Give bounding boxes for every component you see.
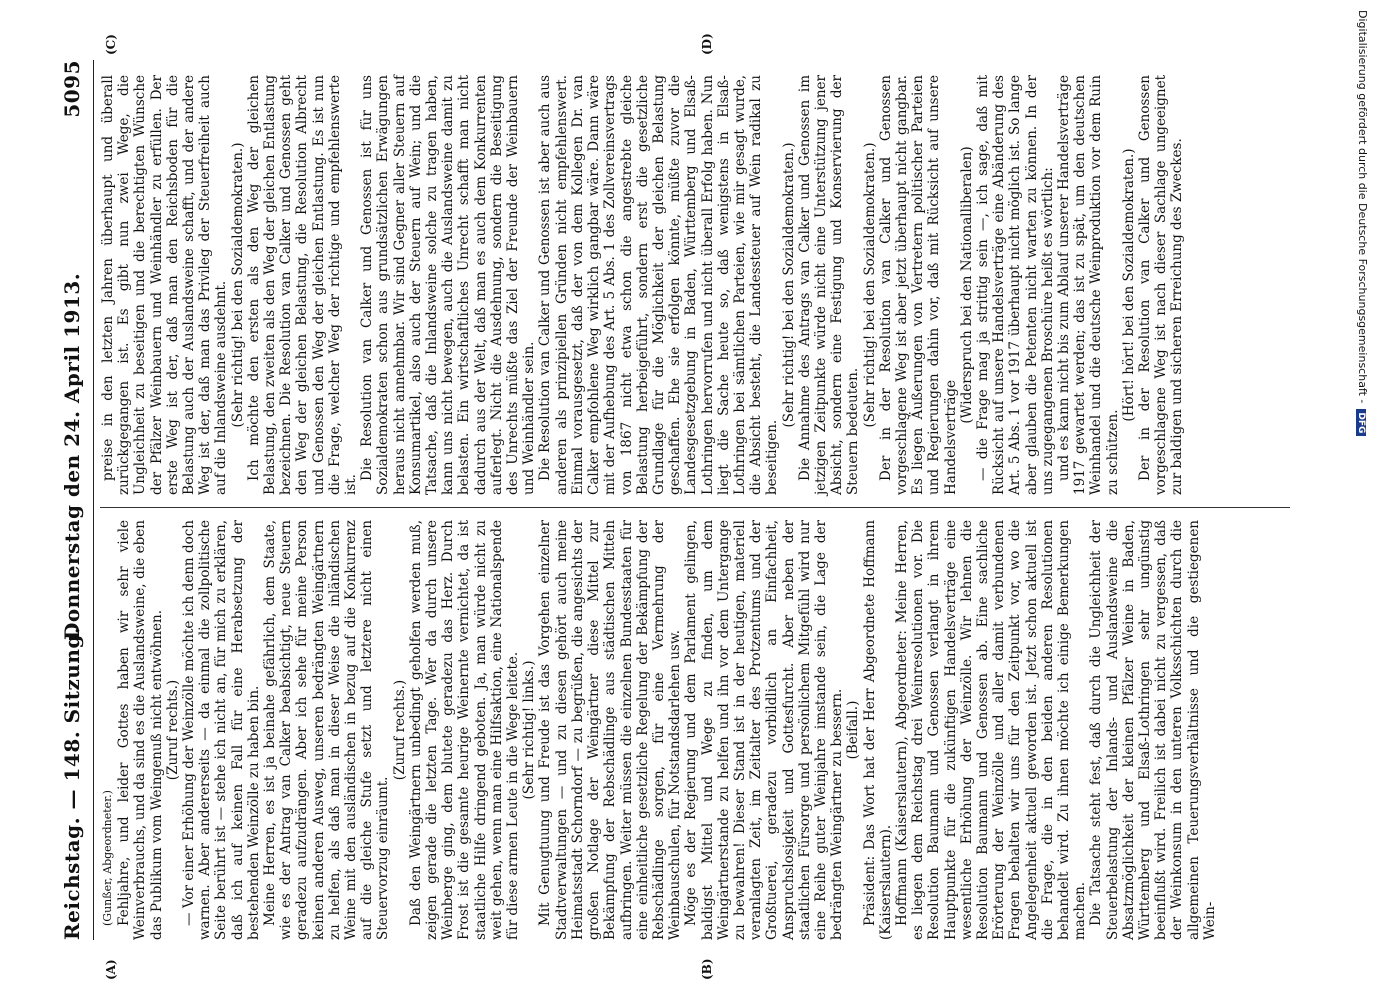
margin-mark-d: (D) (700, 33, 714, 55)
paragraph: Die Tatsache steht fest, daß durch die Ungleichheit der Steuerbelastung der Inlands- und Auslandsweine die Absatzmöglichkeit der kleinen Pfälzer Weine in Baden, Württemberg und Elsaß-Lothringen sehr ungünstig beeinflußt wird. Freilich ist dabei nicht zu vergessen, daß der Weinkonsum in den unteren Volksschichten durch die allgemeinen Teuerungsverhältnisse und die gestiegenen Wein- (1088, 520, 1218, 940)
document-page (0, 33, 1383, 980)
paragraph: Daß den Weingärtnern unbedingt geholfen werden muß, zeigen gerade die letzten Tage. Wer da durch unsere Weinberge ging, dem blutete geradezu das Herz. Durch Frost ist die gesamte heurige Weinernte vernichtet, da ist staatliche Hilfe dringend geboten. Ja, man würde nicht zu weit gehen, wenn man eine Hilfsaktion, eine Nationalspende für diese armen Leute in die Wege leitete. (407, 520, 522, 940)
paragraph: Meine Herren, es ist ja beinahe gefährlich, dem Staate, wie es der Antrag van Calker beabsichtigt, neue Steuern geradezu aufzudrängen. Aber ich sehe für meine Person keinen anderen Ausweg, unseren bedrängten Weingärtnern zu helfen, als daß man in dieser Weise die inländischen Weine mit den ausländischen in bezug auf die Konkurrenz auf die gleiche Stufe setzt und letztere nicht einen Steuervorzug einräumt. (262, 520, 392, 940)
paragraph: Der in der Resolution van Calker und Genossen vorgeschlagene Weg ist aber jetzt überhaupt nicht gangbar. Es liegen Äußerungen von Vertretern politischer Parteien und Regierungen dahin vor, daß mit Rücksicht auf unsere Handelsverträge (877, 75, 959, 495)
paragraph: Hoffmann (Kaiserslautern), Abgeordneter: Meine Herren, es liegen dem Reichstag drei Weinresolutionen vor. Die Resolution Baumann und Genossen verlangt in ihrem Hauptpunkte für die zukünftigen Handelsverträge eine wesentliche Erhöhung der Weinzölle. Wir lehnen die Resolution Baumann und Genossen ab. Eine sachliche Erörterung der Weinzölle und aller damit verbundenen Fragen behalten wir uns für den Zeitpunkt vor, wo die Angelegenheit aktuell geworden ist. Jetzt schon aktuell ist die Frage, die in den beiden anderen Resolutionen behandelt wird. Zu ihnen möchte ich einige Bemerkungen machen. (893, 520, 1089, 940)
paragraph: Ich möchte den ersten als den Weg der gleichen Belastung, den zweiten als den Weg der gleichen Entlastung bezeichnen. Die Resolution van Calker und Genossen geht den Weg der gleichen Belastung, die Resolution Albrecht und Genossen den Weg der gleichen Entlastung. Es ist nun die Frage, welcher Weg der richtige und empfehlenswerte ist. (245, 75, 360, 495)
paragraph: Fehljahre, und leider Gottes haben wir sehr viele Weinverbrauchs, und da sind es die Auslandsweine, die eben das Publikum vom Weingenuß nicht entwöhnen. (116, 520, 165, 940)
column-divider (100, 507, 1290, 508)
header-date: Donnerstag den 24. April 1913. (60, 272, 84, 640)
paragraph: (Gunßer, Abgeordneter.) (101, 790, 114, 926)
page-header (60, 60, 90, 940)
text-column-left (100, 520, 1218, 940)
margin-mark-b: (B) (700, 958, 714, 980)
paragraph: (Widerspruch bei den Nationalliberalen) (958, 146, 975, 424)
paragraph: und es kann nicht bis zum Ablauf unserer Handelsverträge 1917 gewartet werden; das ist zu spät, um den deutschen Weinhandel und die deutsche Weinproduktion vor dem Ruin zu schützen. (1055, 75, 1121, 495)
paragraph: Mit Genugtuung und Freude ist das Vorgehen einzelner Stadtverwaltungen — und zu diesen gehört auch meine Heimatsstadt Schorndorf — zu begrüßen, die angesichts der großen Notlage der Weingärtner diese Mittel zur Bekämpfung der Rebschädlinge aus städtischen Mitteln aufbringen. Weiter müssen die einzelnen Bundesstaaten für eine einheitliche gesetzliche Regelung der Bekämpfung der Rebschädlinge sorgen, für eine Vermehrung der Weinbauschulen, für Notstandsdarlehen usw. (537, 520, 684, 940)
paragraph: — die Frage mag ja strittig sein —, ich sage, daß mit Rücksicht auf unsere Handelsverträge eine Abänderung des Art. 5 Abs. 1 vor 1917 überhaupt nicht möglich ist. So lange aber glauben die Petenten nicht warten zu können. In der uns zugegangenen Broschüre heißt es wörtlich: (974, 75, 1056, 495)
paragraph: Der in der Resolution van Calker und Genossen vorgeschlagene Weg ist nach dieser Sachlage ungeeignet zur baldigen und sicheren Erreichung des Zweckes. (1137, 75, 1186, 495)
paragraph: (Hört! hört! bei den Sozialdemokraten.) (1120, 148, 1137, 422)
paragraph: (Sehr richtig! links.) (521, 660, 538, 800)
paragraph: (Zuruf rechts.) (164, 679, 181, 781)
paragraph: — Vor einer Erhöhung der Weinzölle möchte ich denn doch warnen. Aber andererseits — da einmal die zollpolitische Seite berührt ist — stehe ich nicht an, für mich zu erklären, daß ich auf keinen Fall für eine Herabsetzung der bestehenden Weinzölle zu haben bin. (181, 520, 262, 940)
paragraph: Die Resolution van Calker und Genossen ist aber auch aus anderen als prinzipiellen Gründen nicht empfehlenswert. Einmal vorausgesetzt, daß der von dem Kollegen Dr. van Calker empfohlene Weg wirklich gangbar wäre. Dann wäre mit der Aufhebung des Art. 5 Abs. 1 des Zollvereinsvertrags von 1867 nicht etwa schon die angestrebte gleiche Belastung herbeigeführt, sondern erst die gesetzliche Grundlage für die Möglichkeit der gleichen Belastung geschaffen. Ehe sie erfolgen könnte, müßte zuvor die Landesgesetzgebung in Baden, Württemberg und Elsaß-Lothringen hervorrufen und nicht überall Erfolg haben. Nun liegt die Sache heute so, daß wenigstens in Elsaß-Lothringen bei sämtlichen Parteien, wie mir gesagt wurde, die Absicht besteht, die Landessteuer auf Wein radikal zu beseitigen. (537, 75, 781, 495)
page-number: 5095 (60, 60, 84, 118)
paragraph: (Sehr richtig! bei den Sozialdemokraten.) (229, 142, 246, 428)
margin-mark-c: (C) (104, 34, 118, 55)
paragraph: Die Annahme des Antrags van Calker und Genossen im jetzigen Zeitpunkte würde nicht eine Unterstützung jener Absicht, sondern eine Festigung und Konservierung der Steuern bedeuten. (796, 75, 862, 495)
dfg-logo: DFG (1356, 409, 1366, 436)
paragraph: Die Resolution van Calker und Genossen ist für uns Sozialdemokraten schon aus grundsätzlichen Erwägungen heraus nicht annehmbar. Wir sind Gegner aller Steuern auf Konsumartikel, also auch der Steuern auf Wein; und die Tatsache, daß die Inlandsweine solche zu tragen haben, kann uns nicht bewegen, auch die Auslandsweine damit zu belasten. Ein wirtschaftliches Unrecht schafft man nicht dadurch aus der Welt, daß man es auch dem Konkurrenten auferlegt. Nicht die Ausdehnung, sondern die Beseitigung des Unrechts müßte das Ziel der Freunde der Weinbauern und Weinhändler sein. (359, 75, 538, 495)
paragraph: Möge es der Regierung und dem Parlament gelingen, baldigst Mittel und Wege zu finden, um dem Weingärtnerstande zu helfen und ihn vor dem Untergange zu bewahren! Dieser Stand ist in der heutigen, materiell veranlagten Zeit, im Zeitalter des Protzentums und der Großtuerei, geradezu vorbildlich an Einfachheit, Anspruchslosigkeit und Gottesfurcht. Aber neben der staatlichen Fürsorge und persönlichem Mitgefühl wird nur eine Reihe guter Weinjahre imstande sein, die Lage der bedrängten Weingärtner zu bessern. (683, 520, 846, 940)
header-rule (93, 60, 94, 940)
paragraph: (Sehr richtig! bei den Sozialdemokraten.) (861, 142, 878, 428)
margin-mark-a: (A) (104, 959, 118, 980)
digitization-note (1347, 10, 1375, 990)
paragraph: Präsident: Das Wort hat der Herr Abgeordnete Hoffmann (Kaiserslautern). (861, 520, 894, 940)
digitization-text: Digitalisierung gefördert durch die Deutsche Forschungsgemeinschaft - (1356, 10, 1369, 404)
header-session: Reichstag. — 148. Sitzung. (60, 626, 84, 940)
paragraph: preise in den letzten Jahren überhaupt und überall zurückgegangen ist. Es gibt nun zwei Wege, die Ungleichheit zu beseitigen und die berechtigten Wünsche der Pfälzer Weinbauern und Weinhändler zu erfüllen. Der erste Weg ist der, daß man den Reichsboden für die Belastung auch der Auslandsweine schafft, und der andere Weg ist der, daß man das Privileg der Steuerfreiheit auch auf die Inlandsweine ausdehnt. (100, 75, 230, 495)
paragraph: (Sehr richtig! bei den Sozialdemokraten.) (780, 142, 797, 428)
paragraph: (Beifall.) (845, 700, 862, 760)
text-column-right (100, 75, 1186, 495)
paragraph: (Zuruf rechts.) (391, 679, 408, 781)
